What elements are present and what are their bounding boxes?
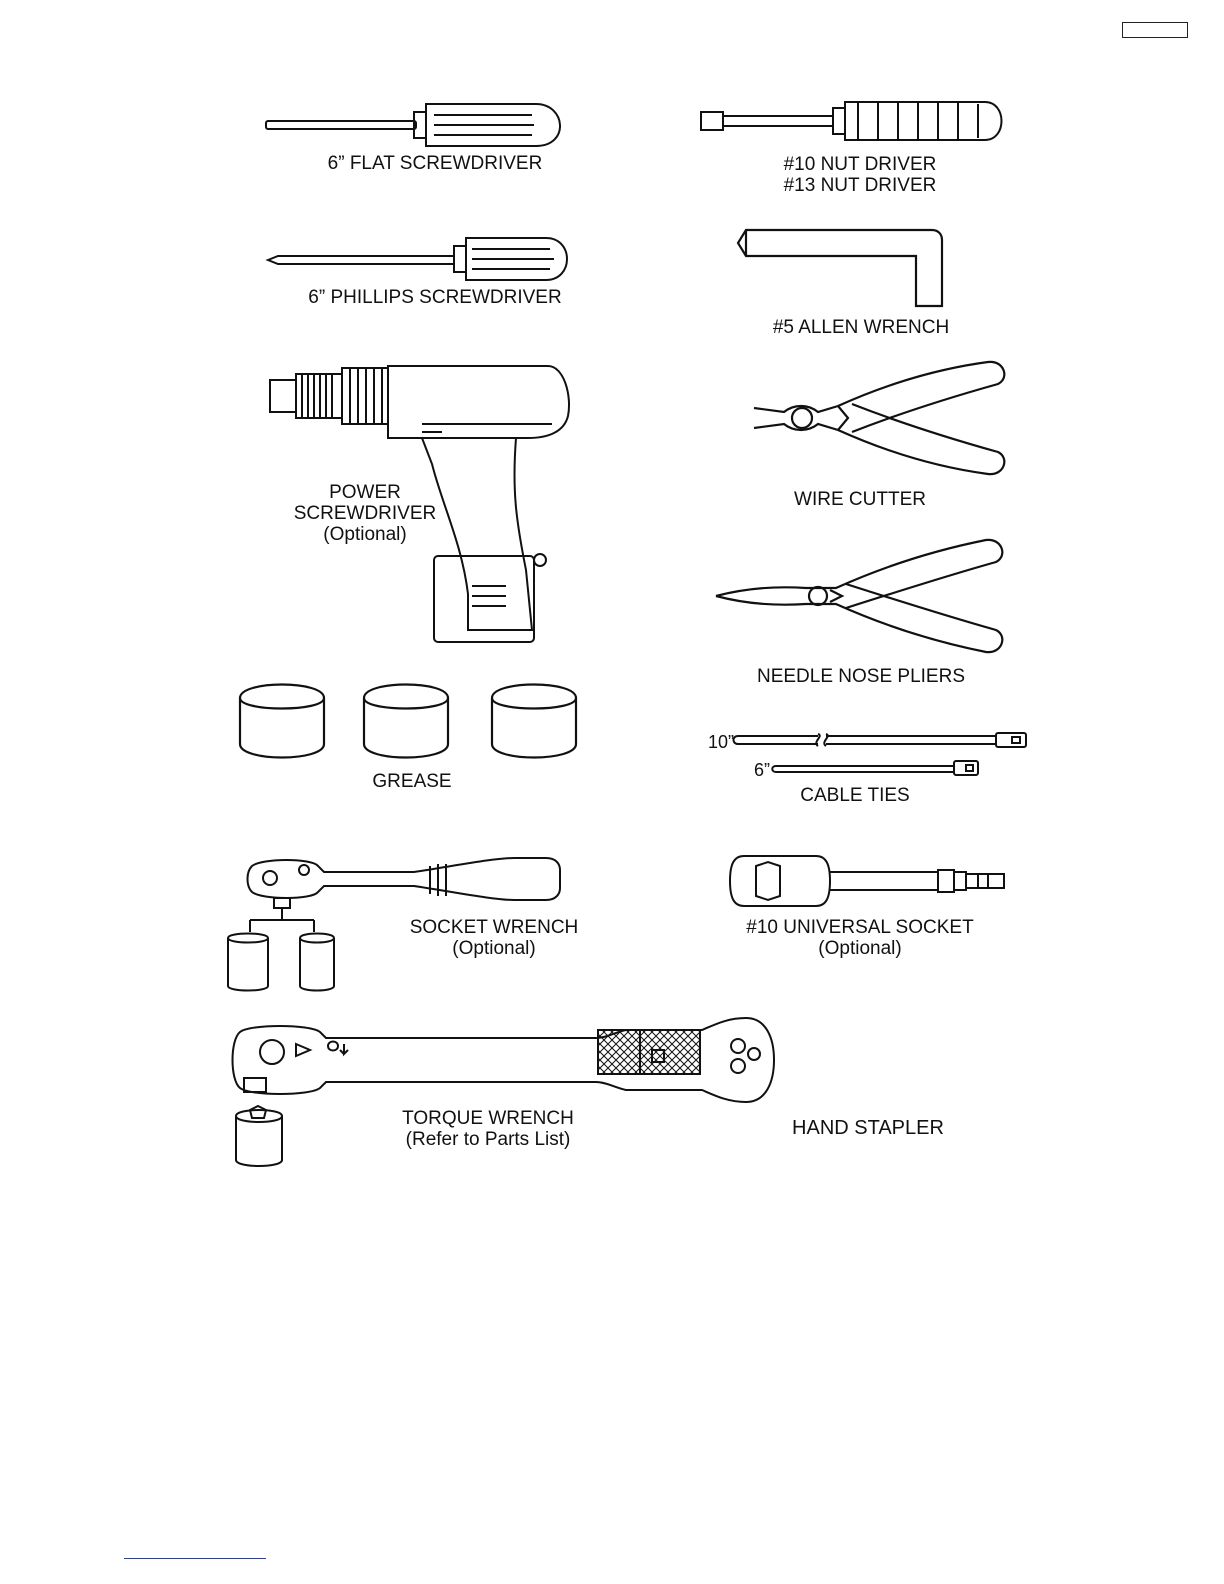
needle-nose-pliers-label: NEEDLE NOSE PLIERS (756, 666, 966, 687)
power-screwdriver-label-line1: POWER (329, 482, 401, 503)
hand-stapler-label: HAND STAPLER (792, 1117, 944, 1139)
torque-wrench-label-line1: TORQUE WRENCH (402, 1108, 574, 1129)
needle-nose-pliers-illustration (712, 534, 1024, 658)
nut-driver-13-label: #13 NUT DRIVER (783, 175, 937, 196)
allen-wrench-illustration (734, 224, 946, 310)
wire-cutter-illustration (748, 358, 1020, 480)
universal-socket-illustration (730, 852, 1010, 910)
grease-containers-illustration (236, 680, 584, 762)
cable-tie-10-size: 10” (707, 732, 734, 752)
nut-driver-10-label: #10 NUT DRIVER (783, 154, 937, 175)
page-number-box (1122, 22, 1188, 38)
footer-link-underline[interactable] (124, 1558, 266, 1559)
torque-wrench-label-line2: (Refer to Parts List) (405, 1129, 571, 1150)
cable-tie-6-illustration (770, 758, 982, 780)
flat-screwdriver-illustration (262, 98, 578, 152)
cable-ties-label: CABLE TIES (800, 785, 910, 806)
socket-wrench-label-line2: (Optional) (452, 938, 536, 959)
cable-tie-6-size: 6” (753, 760, 770, 780)
phillips-screwdriver-illustration (266, 234, 578, 284)
power-screwdriver-label-line2: SCREWDRIVER (293, 503, 437, 524)
nut-driver-illustration (698, 98, 1010, 144)
socket-wrench-label-line1: SOCKET WRENCH (409, 917, 579, 938)
cable-tie-10-illustration (732, 730, 1030, 752)
phillips-screwdriver-label: 6” PHILLIPS SCREWDRIVER (308, 287, 562, 308)
flat-screwdriver-label: 6” FLAT SCREWDRIVER (327, 153, 543, 174)
universal-socket-label-line2: (Optional) (818, 938, 902, 959)
power-screwdriver-label-line3: (Optional) (323, 524, 407, 545)
wire-cutter-label: WIRE CUTTER (794, 489, 926, 510)
universal-socket-label-line1: #10 UNIVERSAL SOCKET (746, 917, 974, 938)
allen-wrench-label: #5 ALLEN WRENCH (772, 317, 950, 338)
grease-label: GREASE (372, 771, 452, 792)
